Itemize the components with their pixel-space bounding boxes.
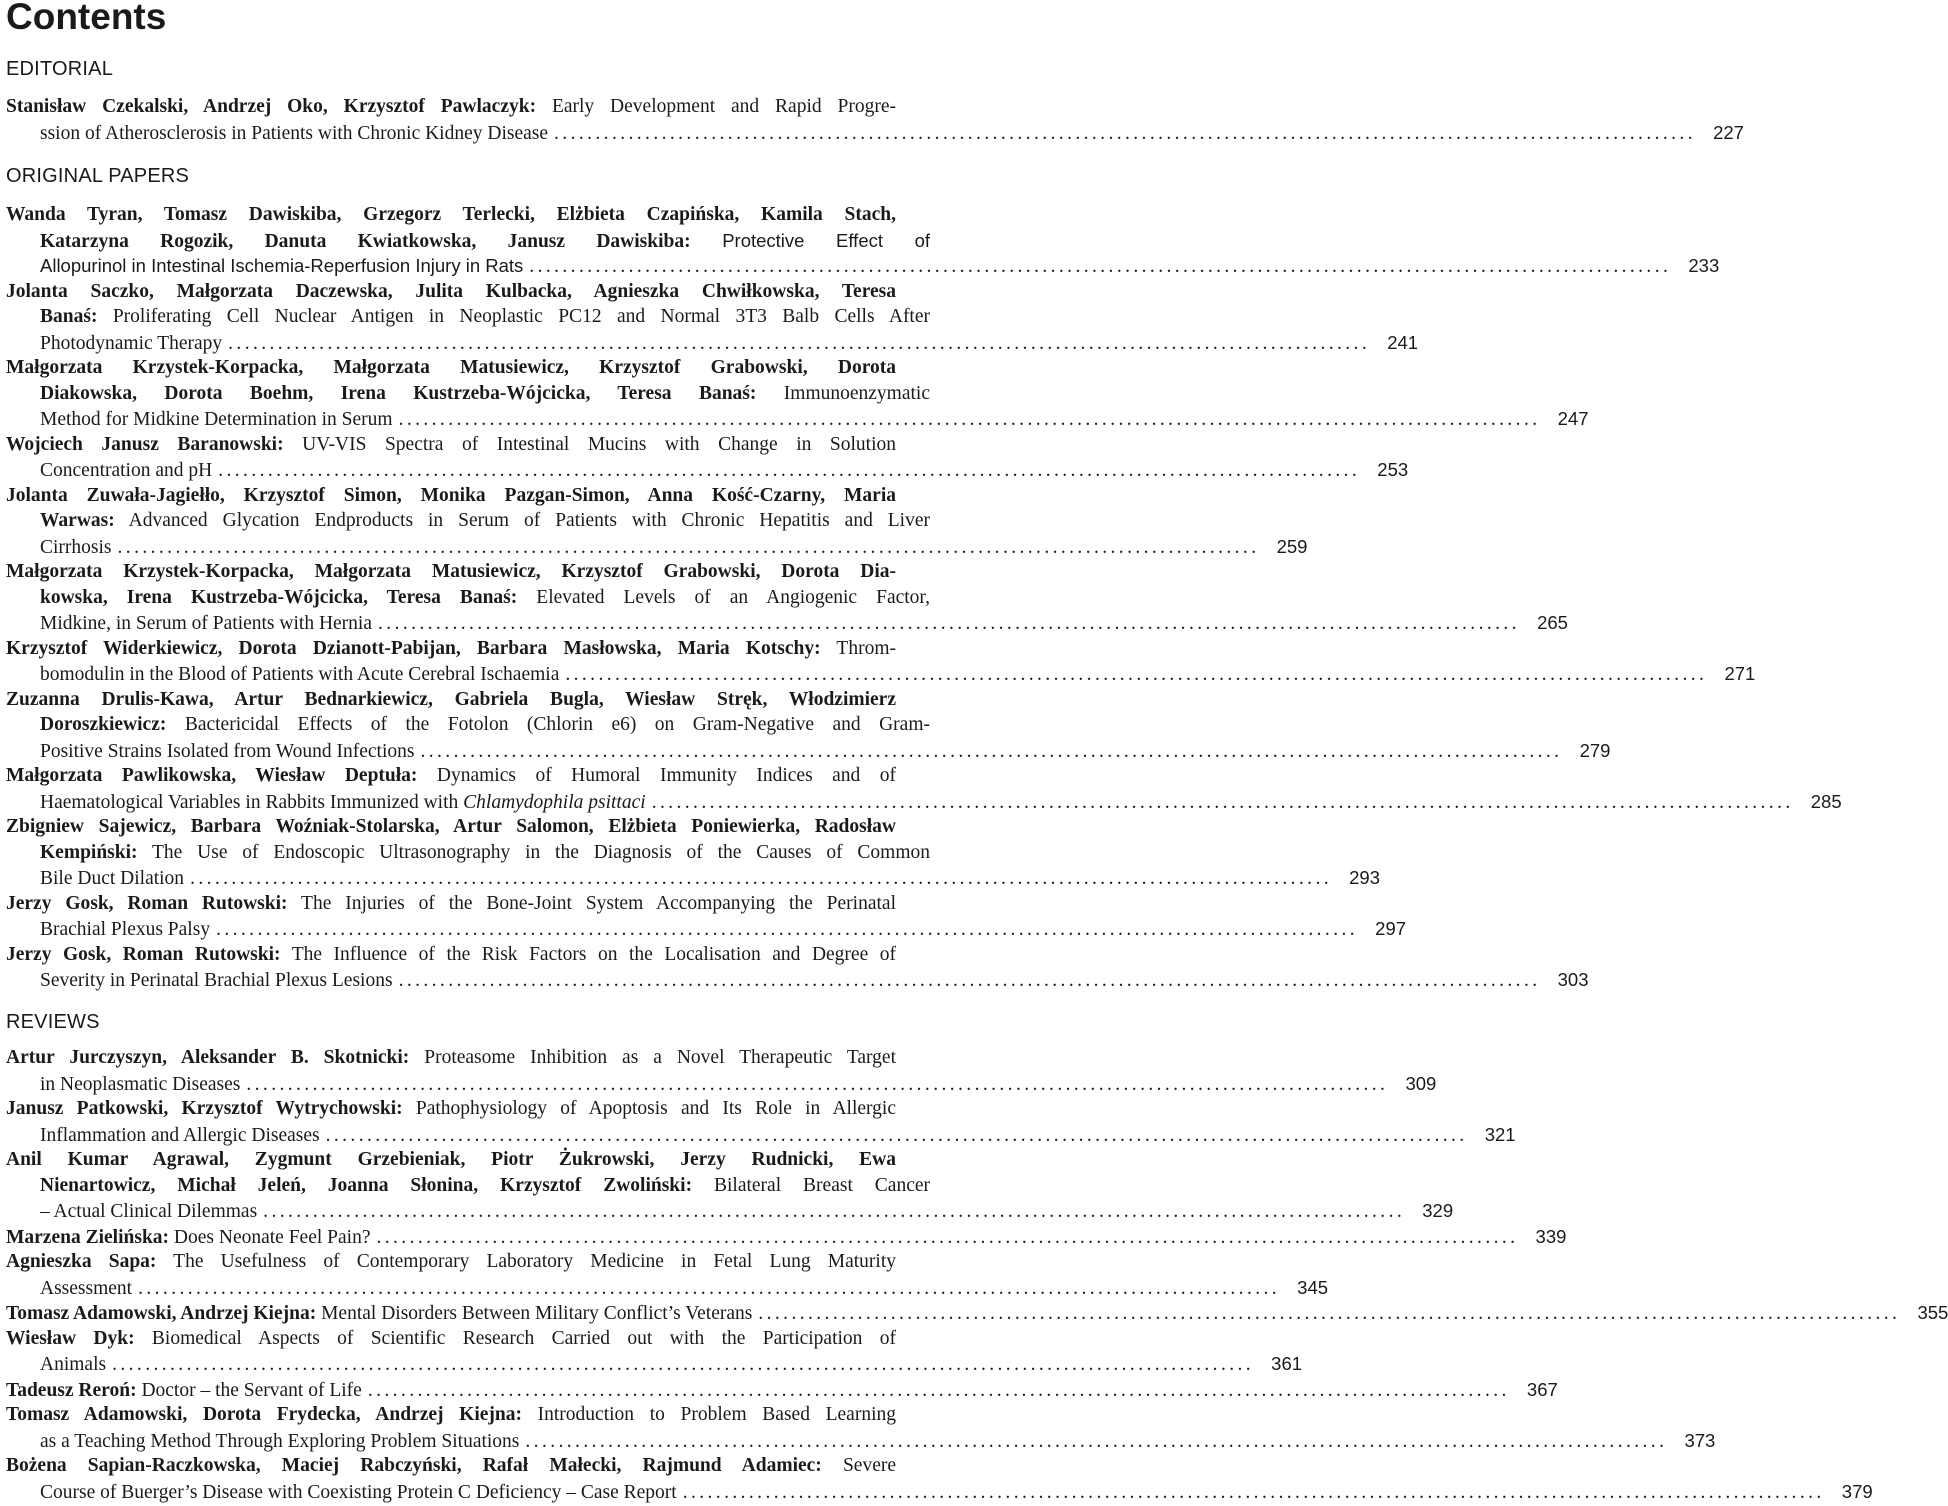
entry-authors: Jolanta Saczko, Małgorzata Daczewska, Julita Kulbacka, Agnieszka Chwiłkowska, Teresa — [6, 280, 896, 302]
toc-entry[interactable] — [6, 1453, 1873, 1504]
toc-entry-last-line — [6, 1377, 1558, 1403]
entry-authors: Doroszkiewicz: — [40, 714, 167, 735]
toc-entry-line — [6, 1096, 896, 1122]
entry-authors: Kempiński: — [40, 841, 138, 863]
toc-entry-line — [6, 687, 896, 713]
dot-leader: .......................................................................................................................................... — [651, 791, 1794, 813]
entry-text — [40, 1123, 320, 1149]
toc-entry-last-line — [6, 457, 1409, 483]
page-number: 259 — [1276, 535, 1308, 557]
entry-text — [6, 1378, 362, 1404]
entry-authors: Zuzanna Drulis-Kawa, Artur Bednarkiewicz, Gabriela Bugla, Wiesław Stręk, Włodzimierz — [6, 688, 896, 710]
dot-leader: .......................................................................................................................................... — [420, 740, 1563, 762]
entry-authors: Zbigniew Sajewicz, Barbara Woźniak-Stolarska, Artur Salomon, Elżbieta Poniewierka, Radosław — [6, 816, 896, 837]
dot-leader: .......................................................................................................................................... — [378, 613, 1520, 634]
toc-entry-last-line — [6, 865, 1381, 891]
entry-title-text: Doctor – the Servant of Life — [136, 1379, 362, 1401]
entry-title-text: Inflammation and Allergic Diseases — [40, 1124, 320, 1146]
toc-entry-last-line — [6, 534, 1308, 560]
toc-entry[interactable] — [6, 1096, 1516, 1147]
page-number: 241 — [1387, 331, 1419, 353]
dot-leader: .......................................................................................................................................... — [367, 1379, 1510, 1401]
entry-authors: Wojciech Janusz Baranowski: — [6, 433, 284, 455]
entry-title-text: Brachial Plexus Palsy — [40, 919, 211, 940]
toc-entry-last-line — [6, 406, 1589, 432]
entry-text — [40, 968, 393, 994]
entry-title-text: The Injuries of the Bone-Joint System Accompanying the Perinatal — [287, 892, 896, 914]
toc-entry[interactable] — [6, 202, 1720, 279]
section-heading: ORIGINAL PAPERS — [6, 165, 190, 187]
entry-authors: Anil Kumar Agrawal, Zygmunt Grzebieniak, Piotr Żukrowski, Jerzy Rudnicki, Ewa — [6, 1149, 896, 1170]
dot-leader: .......................................................................................................................................... — [758, 1303, 1901, 1324]
entry-title-text: Introduction to Problem Based Learning — [521, 1404, 896, 1425]
dot-leader: .......................................................................................................................................... — [228, 332, 1371, 354]
page-number: 373 — [1684, 1429, 1716, 1451]
entry-text — [40, 917, 210, 943]
toc-entry[interactable] — [6, 1147, 1454, 1224]
toc-entry-line — [6, 1326, 896, 1352]
entry-text — [40, 407, 393, 433]
entry-title-text: in Neoplasmatic Diseases — [40, 1073, 241, 1095]
toc-entry-line — [6, 559, 896, 585]
entry-title-text: Bilateral Breast Cancer — [692, 1174, 930, 1196]
toc-entry-line — [6, 381, 930, 407]
entry-title-text: UV-VIS Spectra of Intestinal Mucins with Change in Solution — [283, 433, 896, 455]
toc-entry-last-line — [6, 1428, 1716, 1454]
dot-leader: .......................................................................................................................................... — [682, 1481, 1825, 1503]
toc-entry[interactable] — [6, 1326, 1303, 1377]
toc-entry-line — [6, 1045, 896, 1071]
toc-entry-last-line — [6, 1351, 1303, 1377]
entry-title-text: Proteasome Inhibition as a Novel Therapeutic Target — [409, 1047, 896, 1068]
entry-text — [40, 662, 559, 688]
entry-text — [40, 458, 212, 484]
entry-authors: Katarzyna Rogozik, Danuta Kwiatkowska, Janusz Dawiskiba: — [40, 230, 691, 252]
toc-entry[interactable] — [6, 94, 1744, 145]
entry-title-text: Severe — [821, 1455, 897, 1476]
page-number: 247 — [1557, 408, 1589, 429]
toc-entry[interactable] — [6, 279, 1419, 356]
toc-entry-last-line — [6, 738, 1611, 764]
entry-text — [40, 1480, 677, 1506]
entry-authors: Wiesław Dyk: — [6, 1327, 135, 1349]
entry-text — [40, 1276, 132, 1302]
page-number: 253 — [1377, 459, 1409, 480]
entry-title-text: Method for Midkine Determination in Serum — [40, 409, 393, 430]
entry-title-text: Bactericidal Effects of the Fotolon (Chlorin e6) on Gram-Negative and Gram- — [166, 714, 930, 735]
entry-title-text: The Usefulness of Contemporary Laboratory Medicine in Fetal Lung Maturity — [156, 1251, 896, 1272]
page-number: 227 — [1713, 121, 1744, 143]
entry-title-text: Does Neonate Feel Pain? — [169, 1226, 371, 1248]
toc-entry-line — [6, 304, 930, 330]
toc-entry[interactable] — [6, 1249, 1329, 1300]
entry-text — [40, 1199, 257, 1225]
entry-text — [6, 1225, 370, 1251]
entry-authors: Tomasz Adamowski, Dorota Frydecka, Andrzej Kiejna: — [6, 1404, 522, 1425]
entry-title-text: Protective Effect of — [690, 229, 930, 251]
entry-title-text: Proliferating Cell Nuclear Antigen in Neoplastic PC12 and Normal 3T3 Balb Cells After — [97, 306, 930, 327]
page-number: 339 — [1535, 1225, 1567, 1247]
entry-text — [40, 121, 548, 147]
page-number: 233 — [1688, 255, 1720, 276]
dot-leader: .......................................................................................................................................... — [325, 1124, 1468, 1146]
toc-entry-line — [6, 432, 896, 458]
entry-title-text: Photodynamic Therapy — [40, 332, 223, 354]
toc-entry[interactable] — [6, 814, 1381, 891]
toc-entry-last-line — [6, 120, 1744, 146]
section-heading: EDITORIAL — [6, 58, 114, 80]
page-number: 345 — [1297, 1276, 1329, 1298]
toc-entry-line — [6, 763, 896, 789]
toc-entry-last-line — [6, 789, 1842, 815]
entry-text — [40, 1072, 240, 1098]
entry-authors: Małgorzata Krzystek-Korpacka, Małgorzata Matusiewicz, Krzysztof Grabowski, Dorota Dia- — [6, 561, 896, 582]
entry-title-text: Advanced Glycation Endproducts in Serum of Patients with Chronic Hepatitis and Liver — [114, 510, 930, 531]
entry-title-text: Throm- — [820, 637, 896, 659]
toc-entry-last-line — [6, 1300, 1948, 1326]
page-number: 285 — [1810, 790, 1842, 812]
entry-title-text: Assessment — [40, 1277, 133, 1299]
toc-entry[interactable] — [6, 687, 1611, 764]
toc-entry[interactable] — [6, 559, 1568, 636]
entry-text — [40, 1352, 106, 1378]
dot-leader: .......................................................................................................................................... — [529, 256, 1672, 277]
page-number: 355 — [1917, 1302, 1948, 1323]
entry-text — [40, 535, 112, 561]
toc-entry-line — [6, 508, 930, 534]
entry-authors: Bożena Sapian-Raczkowska, Maciej Rabczyński, Rafał Małecki, Rajmund Adamiec: — [6, 1455, 822, 1476]
toc-entry[interactable] — [6, 1377, 1558, 1403]
toc-entry[interactable] — [6, 355, 1589, 432]
entry-text — [40, 611, 372, 637]
page-number: 379 — [1841, 1480, 1873, 1502]
toc-entry-last-line — [6, 1275, 1329, 1301]
toc-entry-last-line — [6, 916, 1407, 942]
entry-authors: Banaś: — [40, 306, 98, 327]
toc-entry-last-line — [6, 610, 1568, 636]
toc-entry-line — [6, 1249, 896, 1275]
toc-entry-last-line — [6, 1198, 1454, 1224]
entry-title-text: Midkine, in Serum of Patients with Hernia — [40, 613, 372, 634]
toc-entry-line — [6, 942, 896, 968]
entry-authors: Diakowska, Dorota Boehm, Irena Kustrzeba-Wójcicka, Teresa Banaś: — [40, 382, 757, 404]
entry-authors: Tomasz Adamowski, Andrzej Kiejna: — [6, 1303, 317, 1324]
entry-text — [6, 1301, 752, 1327]
entry-text — [40, 739, 414, 765]
entry-title-text: Biomedical Aspects of Scientific Research Carried out with the Participation of — [134, 1327, 897, 1349]
dot-leader: .......................................................................................................................................... — [565, 664, 1708, 685]
toc-entry-line — [6, 1453, 896, 1479]
entry-authors: Wanda Tyran, Tomasz Dawiskiba, Grzegorz Terlecki, Elżbieta Czapińska, Kamila Stach, — [6, 204, 896, 225]
toc-entry-line — [6, 202, 896, 228]
entry-title-text: Elevated Levels of an Angiogenic Factor, — [517, 586, 931, 608]
entry-authors: Jerzy Gosk, Roman Rutowski: — [6, 943, 281, 965]
dot-leader: .......................................................................................................................................... — [112, 1354, 1255, 1375]
entry-title-text: Early Development and Rapid Progre- — [536, 96, 896, 117]
entry-title-text: Cirrhosis — [40, 536, 112, 558]
entry-title-text: Chlamydophila psittaci — [463, 791, 646, 813]
page-number: 329 — [1422, 1200, 1454, 1221]
entry-title-text: bomodulin in the Blood of Patients with Acute Cerebral Ischaemia — [40, 664, 560, 685]
entry-authors: Krzysztof Widerkiewicz, Dorota Dzianott-Pabijan, Barbara Masłowska, Maria Kotschy: — [6, 637, 821, 659]
entry-title-text: Severity in Perinatal Brachial Plexus Lesions — [40, 970, 393, 991]
page-number: 265 — [1537, 612, 1568, 633]
entry-title-text: Animals — [40, 1354, 107, 1375]
entry-title-text: Mental Disorders Between Military Conflict’s Veterans — [316, 1303, 753, 1324]
entry-authors: kowska, Irena Kustrzeba-Wójcicka, Teresa Banaś: — [40, 586, 518, 608]
page-number: 367 — [1526, 1378, 1558, 1400]
page-number: 271 — [1724, 663, 1756, 684]
toc-entry-last-line — [6, 1224, 1567, 1250]
toc-entry-line — [6, 1147, 896, 1173]
entry-text — [40, 1429, 519, 1455]
toc-entry[interactable] — [6, 1045, 1437, 1096]
toc-entry-last-line — [6, 253, 1720, 279]
toc-entry-last-line — [6, 967, 1589, 993]
entry-title-text: as a Teaching Method Through Exploring Problem Situations — [40, 1430, 520, 1452]
toc-entry-last-line — [6, 1122, 1516, 1148]
dot-leader: .......................................................................................................................................... — [398, 409, 1541, 430]
toc-entry-line — [6, 483, 896, 509]
entry-authors: Małgorzata Krzystek-Korpacka, Małgorzata Matusiewicz, Krzysztof Grabowski, Dorota — [6, 357, 896, 378]
dot-leader: .......................................................................................................................................... — [218, 460, 1361, 481]
entry-title-text: Pathophysiology of Apoptosis and Its Role in Allergic — [402, 1098, 896, 1119]
entry-title-text: Haematological Variables in Rabbits Immunized with — [40, 791, 464, 813]
toc-entry[interactable] — [6, 636, 1756, 687]
toc-entry-line — [6, 585, 930, 611]
toc-entry[interactable] — [6, 432, 1409, 483]
entry-authors: Nienartowicz, Michał Jeleń, Joanna Słonina, Krzysztof Zwoliński: — [40, 1174, 693, 1196]
dot-leader: .......................................................................................................................................... — [190, 868, 1333, 889]
page-number: 303 — [1557, 969, 1589, 990]
toc-entry-last-line — [6, 1479, 1873, 1505]
entry-authors: Marzena Zielińska: — [6, 1226, 170, 1248]
entry-title-text: Course of Buerger’s Disease with Coexisting Protein C Deficiency – Case Report — [40, 1481, 677, 1503]
entry-authors: Jerzy Gosk, Roman Rutowski: — [6, 892, 288, 914]
toc-entry-line — [6, 355, 896, 381]
page-number: 309 — [1405, 1072, 1437, 1094]
entry-authors: Artur Jurczyszyn, Aleksander B. Skotnicki: — [6, 1047, 410, 1068]
page-title: Contents — [6, 0, 167, 37]
toc-entry[interactable] — [6, 483, 1308, 560]
toc-entry-line — [6, 1402, 896, 1428]
entry-title-text: – Actual Clinical Dilemmas — [40, 1201, 258, 1222]
entry-authors: Agnieszka Sapa: — [6, 1251, 157, 1272]
toc-entry-line — [6, 636, 896, 662]
entry-text — [40, 866, 184, 892]
entry-title-text: The Influence of the Risk Factors on the Localisation and Degree of — [280, 943, 896, 965]
entry-authors: Jolanta Zuwała-Jagiełło, Krzysztof Simon, Monika Pazgan-Simon, Anna Kość-Czarny, Maria — [6, 484, 896, 506]
toc-entry-line — [6, 1173, 930, 1199]
toc-entry-line — [6, 279, 896, 305]
entry-authors: Stanisław Czekalski, Andrzej Oko, Krzysztof Pawlaczyk: — [6, 96, 537, 117]
toc-entry[interactable] — [6, 763, 1842, 814]
entry-title-text: Immunoenzymatic — [756, 382, 930, 404]
dot-leader: .......................................................................................................................................... — [398, 970, 1541, 991]
dot-leader: .......................................................................................................................................... — [246, 1073, 1389, 1095]
dot-leader: .......................................................................................................................................... — [554, 122, 1696, 144]
entry-authors: Warwas: — [40, 510, 115, 531]
entry-text — [40, 253, 523, 280]
entry-text — [40, 790, 646, 816]
toc-entry-line — [6, 814, 896, 840]
dot-leader: .......................................................................................................................................... — [216, 919, 1359, 940]
toc-entry-last-line — [6, 1071, 1437, 1097]
entry-title-text: The Use of Endoscopic Ultrasonography in the Diagnosis of the Causes of Common — [137, 841, 930, 863]
toc-entry-last-line — [6, 661, 1756, 687]
toc-entry-line — [6, 94, 896, 120]
page-number: 279 — [1579, 739, 1611, 761]
entry-title-text: Positive Strains Isolated from Wound Infections — [40, 740, 415, 762]
entry-title-text: ssion of Atherosclerosis in Patients with Chronic Kidney Disease — [40, 122, 549, 144]
entry-authors: Janusz Patkowski, Krzysztof Wytrychowski: — [6, 1098, 403, 1119]
toc-entry[interactable] — [6, 891, 1407, 942]
toc-entry[interactable] — [6, 942, 1589, 993]
page-number: 321 — [1484, 1123, 1516, 1145]
dot-leader: .......................................................................................................................................... — [263, 1201, 1406, 1222]
page-number: 297 — [1375, 918, 1407, 939]
entry-title-text: Concentration and pH — [40, 460, 213, 481]
dot-leader: .......................................................................................................................................... — [376, 1226, 1519, 1248]
entry-authors: Tadeusz Reroń: — [6, 1379, 137, 1401]
toc-entry[interactable] — [6, 1224, 1567, 1250]
dot-leader: .......................................................................................................................................... — [138, 1277, 1281, 1299]
toc-entry-line — [6, 840, 930, 866]
entry-authors: Małgorzata Pawlikowska, Wiesław Deptuła: — [6, 765, 418, 786]
entry-title-text: Allopurinol in Intestinal Ischemia-Reperfusion Injury in Rats — [40, 255, 524, 276]
toc-entry-last-line — [6, 330, 1419, 356]
entry-title-text: Bile Duct Dilation — [40, 868, 185, 889]
toc-entry-line — [6, 712, 930, 738]
entry-title-text: Dynamics of Humoral Immunity Indices and of — [417, 765, 897, 786]
dot-leader: .......................................................................................................................................... — [525, 1430, 1668, 1452]
section-heading: REVIEWS — [6, 1011, 100, 1033]
page-number: 361 — [1271, 1353, 1303, 1374]
dot-leader: .......................................................................................................................................... — [117, 536, 1260, 558]
entry-text — [40, 331, 222, 357]
toc-entry-line — [6, 891, 896, 917]
toc-entry[interactable] — [6, 1300, 1948, 1326]
toc-entry-line — [6, 228, 930, 254]
toc-entry[interactable] — [6, 1402, 1716, 1453]
page-number: 293 — [1349, 867, 1381, 888]
